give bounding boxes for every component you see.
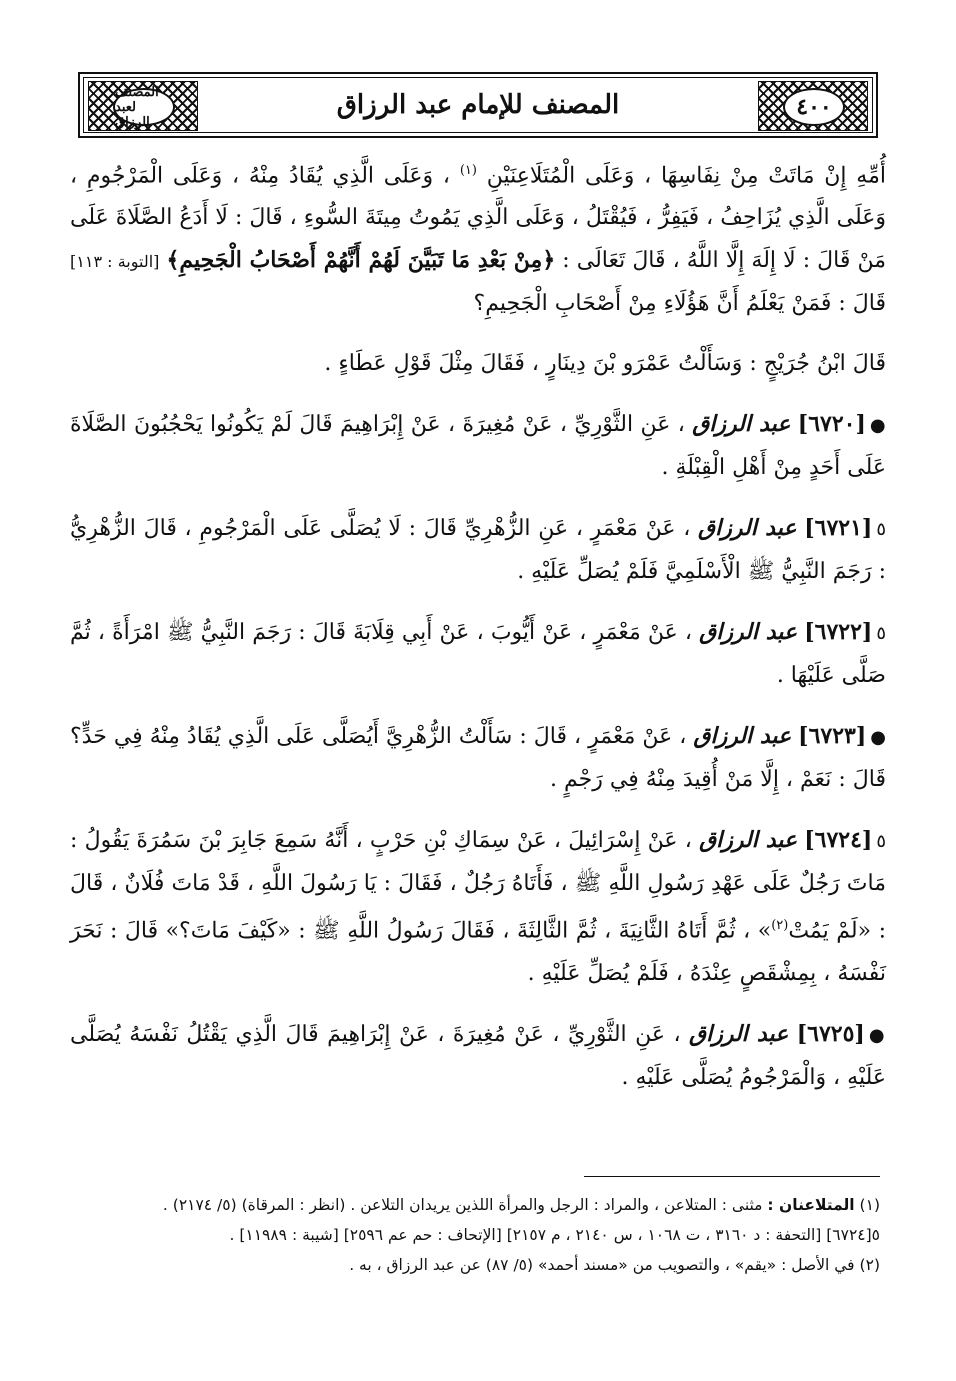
footnote-2: (٢) في الأصل : «يقم» ، والتصويب من «مسند أحمد» (٥/ ٨٧) عن عبد الرزاق ، به . [349, 1256, 880, 1274]
quran-reference: [التوبة : ١١٣] [70, 252, 160, 272]
footnote-ref[interactable]: (١) [459, 163, 477, 178]
hadith-marker: ● [869, 415, 886, 437]
hadith-number: [٦٧٢٤] [804, 827, 873, 854]
hadith-number: [٦٧٢٥] [796, 1020, 865, 1047]
hadith-text: ، عَنْ إِسْرَائِيلَ ، عَنْ سِمَاكِ بْنِ حَرْبٍ ، أَنَّهُ سَمِعَ جَابِرَ بْنَ سَمُرَةَ يَقُولُ : مَاتَ رَجُلٌ عَلَى عَهْدِ رَسُولِ اللَّهِ ﷺ ، فَأَتَاهُ رَجُلٌ ، فَقَالَ : يَا رَسُولَ اللَّهِ ، قَدْ مَاتَ فُلَانٌ ، قَالَ : «لَمْ يَمُتْ [70, 828, 886, 944]
takhrij-6724: ٥[٦٧٢٤] [التحفة : د ٣١٦٠ ، ت ١٠٦٨ ، س ٢١٤٠ ، م ٢١٥٧] [الإتحاف : حم عم ٢٥٩٦] [شيبة : ١١٩٨٩] . [229, 1226, 880, 1244]
hadith-6720 [70, 403, 886, 489]
hadith-text: ، عَنِ الثَّوْرِيِّ ، عَنْ مُغِيرَةَ ، عَنْ إِبْرَاهِيمَ قَالَ الَّذِي يَقْتُلُ نَفْسَهُ يُصَلَّى عَلَيْهِ ، وَالْمَرْجُومُ يُصَلَّى عَلَيْهِ . [70, 1021, 886, 1090]
hadith-author: عبد الرزاق [699, 827, 798, 854]
hadith-6721 [70, 507, 886, 593]
hadith-author: عبد الرزاق [692, 411, 791, 438]
book-title: المصنف للإمام عبد الرزاق [336, 90, 620, 120]
hadith-marker: ٥ [876, 519, 886, 541]
hadith-number: [٦٧٢٢] [804, 619, 873, 646]
hadith-6722 [70, 611, 886, 697]
footnote-ref[interactable]: (٢) [771, 918, 789, 934]
footnote-1: (١) المتلاعنان : مثنى : المتلاعن ، والمراد : الرجل والمرأة اللذين يريدان التلاعن . (انظر : المرقاة) (٥/ ٢١٧٤) . [162, 1196, 880, 1214]
hadith-marker: ٥ [876, 623, 886, 645]
continuation-paragraph-2: قَالَ ابْنُ جُرَيْجٍ : وَسَأَلْتُ عَمْرَو بْنَ دِينَارٍ ، فَقَالَ مِثْلَ قَوْلِ عَطَاءٍ . [324, 351, 886, 377]
hadith-text: ، عَنِ الثَّوْرِيِّ ، عَنْ مُغِيرَةَ ، عَنْ إِبْرَاهِيمَ قَالَ لَمْ يَكُونُوا يَحْجُبُونَ الصَّلَاةَ عَلَى أَحَدٍ مِنْ أَهْلِ الْقِبْلَةِ . [70, 412, 886, 481]
main-text [70, 150, 886, 1117]
hadith-marker: ٥ [876, 831, 887, 853]
hadith-author: عبد الرزاق [689, 1020, 789, 1047]
hadith-author: عبد الرزاق [693, 723, 792, 750]
ornament-emblem [88, 81, 198, 131]
footnote-divider [584, 1176, 880, 1177]
quran-verse: ﴿مِنْ بَعْدِ مَا تَبَيَّنَ لَهُمْ أَنَّهُمْ أَصْحَابُ الْجَحِيمِ﴾ [166, 247, 556, 274]
page-number: ٤٠٠ [783, 88, 845, 126]
emblem-text: المصنف لعبد الرزاق [113, 88, 175, 126]
hadith-6725 [70, 1013, 886, 1099]
ornament-page-number [758, 81, 868, 131]
hadith-text: ، عَنْ مَعْمَرٍ ، عَنْ أَيُّوبَ ، عَنْ أَبِي قِلَابَةَ قَالَ : رَجَمَ النَّبِيُّ ﷺ امْرَأَةً ، ثُمَّ صَلَّى عَلَيْهَا . [70, 620, 886, 689]
page-header [78, 72, 878, 138]
hadith-marker: ● [870, 727, 886, 749]
hadith-number: [٦٧٢٠] [797, 411, 866, 438]
continuation-paragraph: أُمِّهِ إِنْ مَاتَتْ مِنْ نِفَاسِهَا ، وَعَلَى الْمُتَلَاعِنَيْنِ $^{(١)}$ ، وَعَلَى الَّذِي يُقَادُ مِنْهُ ، وَعَلَى الْمَرْجُومِ ، وَعَلَى الَّذِي يُزَاحِفُ ، فَيَفِرُّ ، فَيُقْتَلُ ، وَعَلَى الَّذِي يَمُوتُ مِيتَةَ السُّوءِ ، قَالَ : لَا أَدَعُ الصَّلَاةَ عَلَى مَنْ قَالَ : لَا إِلَهَ إِلَّا اللَّهُ ، قَالَ تَعَالَى : ﴿مِنْ بَعْدِ مَا تَبَيَّنَ لَهُمْ أَنَّهُمْ أَصْحَابُ الْجَحِيمِ﴾ [التوبة : ١١٣] قَالَ : فَمَنْ يَعْلَمُ أَنَّ هَؤُلَاءِ مِنْ أَصْحَابِ الْجَحِيمِ؟ [70, 163, 886, 317]
hadith-6724 [70, 819, 886, 994]
hadith-text: ، عَنْ مَعْمَرٍ ، عَنِ الزُّهْرِيِّ قَالَ : لَا يُصَلَّى عَلَى الْمَرْجُومِ ، قَالَ الزُّهْرِيُّ : رَجَمَ النَّبِيُّ ﷺ الْأَسْلَمِيَّ فَلَمْ يُصَلِّ عَلَيْهِ . [70, 516, 886, 585]
hadith-text: ، عَنْ مَعْمَرٍ ، قَالَ : سَأَلْتُ الزُّهْرِيَّ أَيُصَلَّى عَلَى الَّذِي يُقَادُ مِنْهُ فِي حَدٍّ؟ قَالَ : نَعَمْ ، إِلَّا مَنْ أُقِيدَ مِنْهُ فِي رَجْمٍ . [70, 724, 886, 793]
hadith-author: عبد الرزاق [699, 619, 798, 646]
hadith-number: [٦٧٢٣] [798, 723, 867, 750]
hadith-6723 [70, 715, 886, 801]
footnotes [90, 1190, 880, 1280]
hadith-marker: ● [868, 1024, 886, 1046]
hadith-text-cont: » ، ثُمَّ أَتَاهُ الثَّانِيَةَ ، ثُمَّ الثَّالِثَةَ ، فَقَالَ رَسُولُ اللَّهِ ﷺ : «كَيْفَ مَاتَ؟» قَالَ : نَحَرَ نَفْسَهُ ، بِمِشْقَصٍ عِنْدَهُ ، فَلَمْ يُصَلِّ عَلَيْهِ . [70, 918, 886, 986]
hadith-number: [٦٧٢١] [804, 515, 873, 542]
hadith-author: عبد الرزاق [698, 515, 797, 542]
